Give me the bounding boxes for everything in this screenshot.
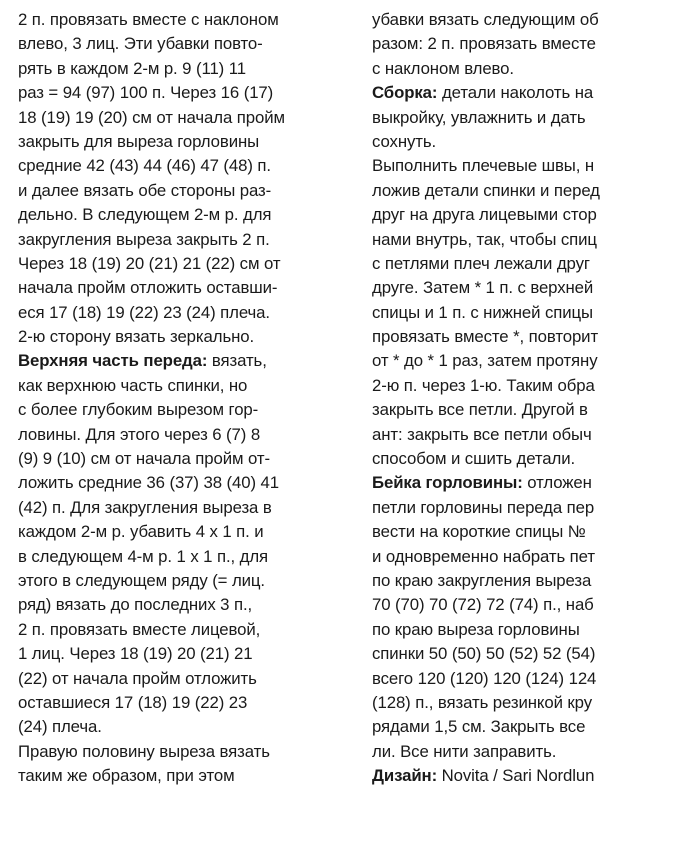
right-column-line: (128) п., вязать резинкой кру bbox=[372, 692, 592, 712]
section-heading: Дизайн: bbox=[372, 766, 438, 786]
left-column-line: с более глубоким вырезом гор- bbox=[18, 400, 259, 420]
right-column-line: петли горловины переда пер bbox=[372, 497, 595, 517]
left-column-line: (24) плеча. bbox=[18, 717, 102, 737]
right-column-line: с наклоном влево. bbox=[372, 58, 514, 78]
right-column-line: способом и сшить детали. bbox=[372, 449, 576, 469]
left-column-line: влево, 3 лиц. Эти убавки повто- bbox=[18, 34, 263, 54]
section-heading: Бейка горловины: bbox=[372, 473, 523, 493]
left-column-line: 2 п. провязать вместе лицевой, bbox=[18, 619, 261, 639]
left-column-line: (42) п. Для закругления выреза в bbox=[18, 497, 272, 517]
right-column-line: ли. Все нити заправить. bbox=[372, 741, 557, 761]
left-column-line: рять в каждом 2-м р. 9 (11) 11 bbox=[18, 58, 246, 78]
left-column-line: (22) от начала пройм отложить bbox=[18, 668, 257, 688]
right-column-line bbox=[372, 764, 692, 788]
left-column-line bbox=[18, 349, 348, 373]
right-column-line: всего 120 (120) 120 (124) 124 bbox=[372, 668, 597, 688]
right-column-line: сохнуть. bbox=[372, 131, 437, 151]
section-text: Novita / Sari Nordlun bbox=[437, 766, 595, 786]
right-column-line: спицы и 1 п. с нижней спицы bbox=[372, 302, 594, 322]
right-column-line: Выполнить плечевые швы, н bbox=[372, 156, 595, 176]
left-column-line: 2-ю сторону вязать зеркально. bbox=[18, 327, 255, 347]
right-text-column bbox=[372, 8, 692, 828]
left-column-line: 18 (19) 19 (20) см от начала пройм bbox=[18, 107, 285, 127]
left-column-line: закругления выреза закрыть 2 п. bbox=[18, 229, 270, 249]
right-column-line: закрыть все петли. Другой в bbox=[372, 400, 588, 420]
left-column-line: этого в следующем ряду (= лиц. bbox=[18, 570, 265, 590]
right-column-line: спинки 50 (50) 50 (52) 52 (54) bbox=[372, 644, 596, 664]
right-column-line: вести на короткие спицы № bbox=[372, 522, 586, 542]
right-column-line: друг на друга лицевыми стор bbox=[372, 205, 597, 225]
left-column-line: средние 42 (43) 44 (46) 47 (48) п. bbox=[18, 156, 271, 176]
section-text: вязать, bbox=[207, 351, 267, 371]
right-column-line: по краю выреза горловины bbox=[372, 619, 580, 639]
right-column-line: от * до * 1 раз, затем протяну bbox=[372, 351, 598, 371]
right-column-line: по краю закругления выреза bbox=[372, 570, 592, 590]
left-column-line: ряд) вязать до последних 3 п., bbox=[18, 595, 253, 615]
left-column-line: ложить средние 36 (37) 38 (40) 41 bbox=[18, 473, 279, 493]
right-column-line: провязать вместе *, повторит bbox=[372, 327, 599, 347]
left-column-line: и далее вязать обе стороны раз- bbox=[18, 180, 272, 200]
left-text-column bbox=[18, 8, 348, 828]
section-heading: Сборка: bbox=[372, 83, 438, 103]
left-column-line: в следующем 4-м р. 1 х 1 п., для bbox=[18, 546, 269, 566]
section-text: отложен bbox=[522, 473, 592, 493]
left-column-line: Через 18 (19) 20 (21) 21 (22) см от bbox=[18, 253, 281, 273]
right-column-line: с петлями плеч лежали друг bbox=[372, 253, 590, 273]
right-column-line: друге. Затем * 1 п. с верхней bbox=[372, 278, 594, 298]
section-text: детали наколоть на bbox=[437, 83, 594, 103]
left-column-line: таким же образом, при этом bbox=[18, 766, 235, 786]
left-column-line: раз = 94 (97) 100 п. Через 16 (17) bbox=[18, 83, 274, 103]
left-column-line: еся 17 (18) 19 (22) 23 (24) плеча. bbox=[18, 302, 270, 322]
right-column-line: 2-ю п. через 1-ю. Таким обра bbox=[372, 375, 595, 395]
left-column-line: закрыть для выреза горловины bbox=[18, 131, 260, 151]
right-column-line bbox=[372, 471, 692, 495]
right-column-line: выкройку, увлажнить и дать bbox=[372, 107, 586, 127]
right-column-line: ложив детали спинки и перед bbox=[372, 180, 600, 200]
left-column-line: каждом 2-м р. убавить 4 х 1 п. и bbox=[18, 522, 264, 542]
right-column-line: и одновременно набрать пет bbox=[372, 546, 595, 566]
left-column-line: начала пройм отложить оставши- bbox=[18, 278, 278, 298]
left-column-line: Правую половину выреза вязать bbox=[18, 741, 270, 761]
left-column-line: 1 лиц. Через 18 (19) 20 (21) 21 bbox=[18, 644, 253, 664]
section-heading: Верхняя часть переда: bbox=[18, 351, 208, 371]
left-column-line: оставшиеся 17 (18) 19 (22) 23 bbox=[18, 692, 248, 712]
right-column-line bbox=[372, 81, 692, 105]
left-column-line: ловины. Для этого через 6 (7) 8 bbox=[18, 424, 261, 444]
right-column-line: 70 (70) 70 (72) 72 (74) п., наб bbox=[372, 595, 594, 615]
right-column-line: рядами 1,5 см. Закрыть все bbox=[372, 717, 586, 737]
left-column-line: (9) 9 (10) см от начала пройм от- bbox=[18, 449, 270, 469]
left-column-line: дельно. В следующем 2-м р. для bbox=[18, 205, 272, 225]
left-column-line: как верхнюю часть спинки, но bbox=[18, 375, 248, 395]
right-column-line: убавки вязать следующим об bbox=[372, 10, 599, 29]
right-column-line: нами внутрь, так, чтобы спиц bbox=[372, 229, 597, 249]
right-column-line: ант: закрыть все петли обыч bbox=[372, 424, 592, 444]
right-column-line: разом: 2 п. провязать вместе bbox=[372, 34, 596, 54]
left-column-line: 2 п. провязать вместе с наклоном bbox=[18, 10, 279, 29]
